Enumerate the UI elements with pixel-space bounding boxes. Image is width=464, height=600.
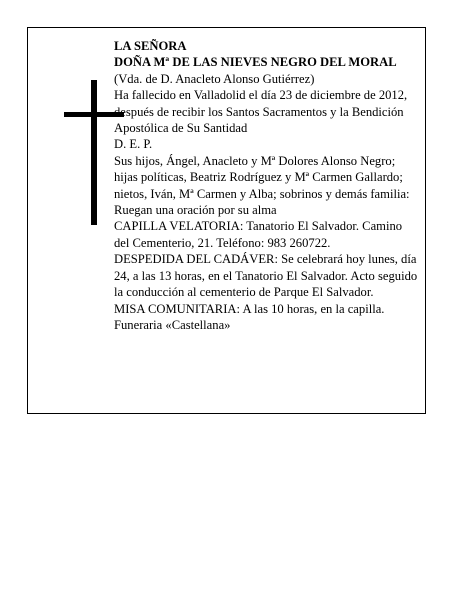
chapel-info: CAPILLA VELATORIA: Tanatorio El Salvador. Camino del Cementerio, 21. Teléfono: 983 260722. <box>114 219 403 250</box>
funeral-home: Funeraria «Castellana» <box>114 317 231 332</box>
mass-info: MISA COMUNITARIA: A las 10 horas, en la capilla. <box>114 301 385 316</box>
farewell-info: DESPEDIDA DEL CADÁVER: Se celebrará hoy lunes, día 24, a las 13 horas, en el Tanatorio El Salvador. Acto seguido la conducción al cementerio de Parque El Salvador. <box>114 252 418 300</box>
family-list: Sus hijos, Ángel, Anacleto y Mª Dolores Alonso Negro; hijas políticas, Beatriz Rodríguez y Mª Carmen Gallardo; nietos, Iván, Mª Carmen y Alba; sobrinos y demás familia: <box>114 153 410 201</box>
death-statement: Ha fallecido en Valladolid el día 23 de diciembre de 2012, después de recibir los Santos Sacramentos y la Bendición Apostólica de Su Santidad <box>114 88 408 136</box>
widow-of: (Vda. de D. Anacleto Alonso Gutiérrez) <box>114 71 315 86</box>
rip-line: D. E. P. <box>114 137 153 152</box>
prayer-request: Ruegan una oración por su alma <box>114 203 277 218</box>
notice-title: LA SEÑORA <box>114 39 187 53</box>
cross-vertical-bar <box>91 80 97 225</box>
deceased-name: DOÑA Mª DE LAS NIEVES NEGRO DEL MORAL <box>114 55 397 70</box>
obituary-text <box>114 38 418 333</box>
